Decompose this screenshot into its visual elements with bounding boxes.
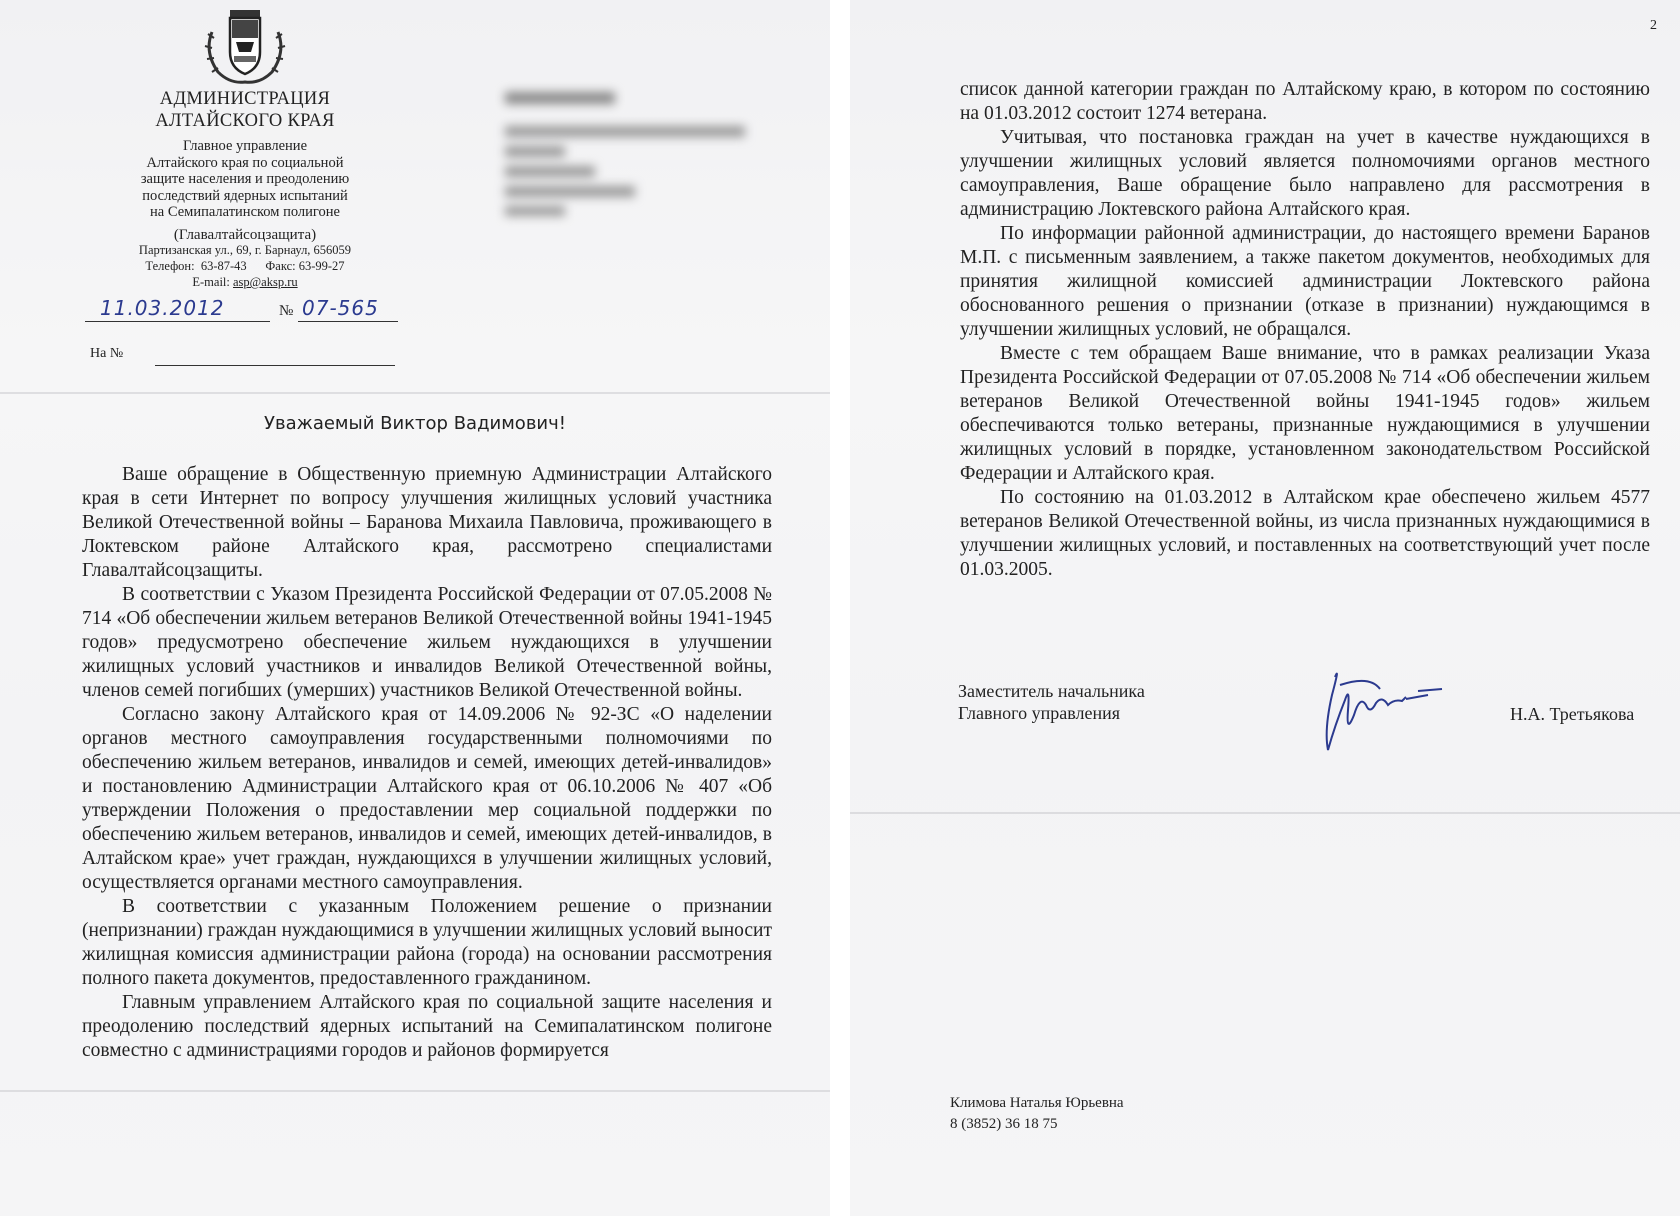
body-paragraph: По состоянию на 01.03.2012 в Алтайском крае обеспечено жильем 4577 ветеранов Великой Отечественной войны, из числа признанных нуждающимися в улучшении жилищных условий, и поставленных на соответствующий учет после 01.03.2005. [960,487,1650,580]
body-paragraph: Ваше обращение в Общественную приемную Администрации Алтайского края в сети Интернет по вопросу улучшения жилищных условий участника Великой Отечественной войны – Баранова Михаила Павловича, проживающего в Локтевском районе Алтайского края, рассмотрено специалистами Главалтайсоцзащиты. [82,464,772,581]
body-paragraph: список данной категории граждан по Алтайскому краю, в котором по состоянию на 01.03.2012 состоит 1274 ветерана. [960,79,1650,124]
fold-line [0,392,830,394]
body-paragraph: По информации районной администрации, до настоящего времени Баранов М.П. с письменным заявлением, а также пакетом документов, необходимых для принятия жилищной комиссией администрации Локтевского района обоснованного решения о признании (отказе в признании) нуждающимся в улучшении жилищных условий, не обращался. [960,223,1650,340]
letter-page-1 [0,0,830,1216]
body-paragraph: Согласно закону Алтайского края от 14.09.2006 № 92-ЗС «О наделении органов местного самоуправления государственными полномочиями по обеспечению жильем ветеранов, инвалидов и семей, имеющих детей-инвалидов» и постановлению Администрации Алтайского края от 06.10.2006 № 407 «Об утверждении Положения о предоставлении мер социальной поддержки по обеспечению жильем ветеранов, инвалидов и семей, имеющих детей-инвалидов, в Алтайском крае» учет граждан, нуждающихся в улучшении жилищных условий, осуществляется органами местного самоуправления. [82,704,772,893]
in-reply-underline [155,365,395,366]
recipient-address-blurred [500,86,820,226]
reg-number-label: № [279,303,294,319]
reg-number: 07-565 [302,296,379,320]
letter-page-2 [850,0,1680,1216]
number-underline [298,321,398,322]
page-number: 2 [1650,18,1657,33]
fold-line [0,1090,830,1092]
executor-phone: 8 (3852) 36 18 75 [950,1116,1058,1132]
org-name-line2: АЛТАЙСКОГО КРАЯ [155,111,335,131]
department-block [95,138,395,243]
body-paragraph: В соответствии с Указом Президента Российской Федерации от 07.05.2008 № 714 «Об обеспечении жильем ветеранов Великой Отечественной войны 1941-1945 годов» предусмотрено обеспечение жильем нуждающихся в улучшении жилищных условий участников и инвалидов Великой Отечественной войны, членов семей погибших (умерших) участников Великой Отечественной войны. [82,584,772,701]
coat-of-arms-icon [200,2,290,86]
fold-line [850,812,1680,814]
body-paragraph: Главным управлением Алтайского края по социальной защите населения и преодолению последствий ядерных испытаний на Семипалатинском полигоне совместно с администрациями городов и районов формируется [82,992,772,1061]
executor-name: Климова Наталья Юрьевна [950,1095,1124,1111]
signatory-name: Н.А. Третьякова [1510,704,1635,724]
reg-date: 11.03.2012 [100,296,225,320]
department-line: последствий ядерных испытаний [142,187,348,204]
department-line: Главное управление [182,138,308,154]
blurred-text-icon [500,86,800,216]
address: Партизанская ул., 69, г. Барнаул, 656059 [138,243,352,257]
phones: Телефон: 63-87-43 Факс: 63-99-27 [145,259,345,273]
department-short-name: (Главалтайсоцзащита) [173,226,317,243]
department-line: Алтайского края по социальной [146,154,344,171]
in-reply-label: На № [90,346,124,361]
greeting: Уважаемый Виктор Вадимович! [264,413,566,434]
letter-body-page1 [82,463,772,1063]
body-paragraph: Вместе с тем обращаем Ваше внимание, что в рамках реализации Указа Президента Российской Федерации от 07.05.2008 № 714 «Об обеспечении жильем ветеранов Великой Отечественной войны 1941-1945 годов» жильем обеспечиваются только ветераны, признанные нуждающимися в улучшении жилищных условий в порядке, установленном законодательством Российской Федерации и Алтайского края. [960,343,1650,484]
org-name [120,88,370,132]
department-line: на Семипалатинском полигоне [150,204,340,220]
email-line: E-mail: asp@aksp.ru [192,275,298,289]
executor-block [950,1093,1124,1135]
date-underline [85,321,270,322]
email-link[interactable]: asp@aksp.ru [233,275,298,289]
contacts-block [95,242,395,290]
signature-icon [1310,655,1460,760]
letter-body-page2 [960,78,1650,582]
body-paragraph: Учитывая, что постановка граждан на учет в качестве нуждающихся в улучшении жилищных условий является полномочиями органов местного самоуправления, Ваше обращение было направлено для рассмотрения в администрацию Локтевского района Алтайского края. [960,127,1650,220]
body-paragraph: В соответствии с указанным Положением решение о признании (непризнании) граждан нуждающимися в улучшении жилищных условий выносит жилищная комиссия администрации района (города) на основании рассмотрения полного пакета документов, предоставленного гражданином. [82,896,772,989]
org-name-line1: АДМИНИСТРАЦИЯ [159,89,331,109]
department-line: защите населения и преодолению [140,171,350,187]
signatory-title: Заместитель начальника Главного управления [958,681,1145,723]
